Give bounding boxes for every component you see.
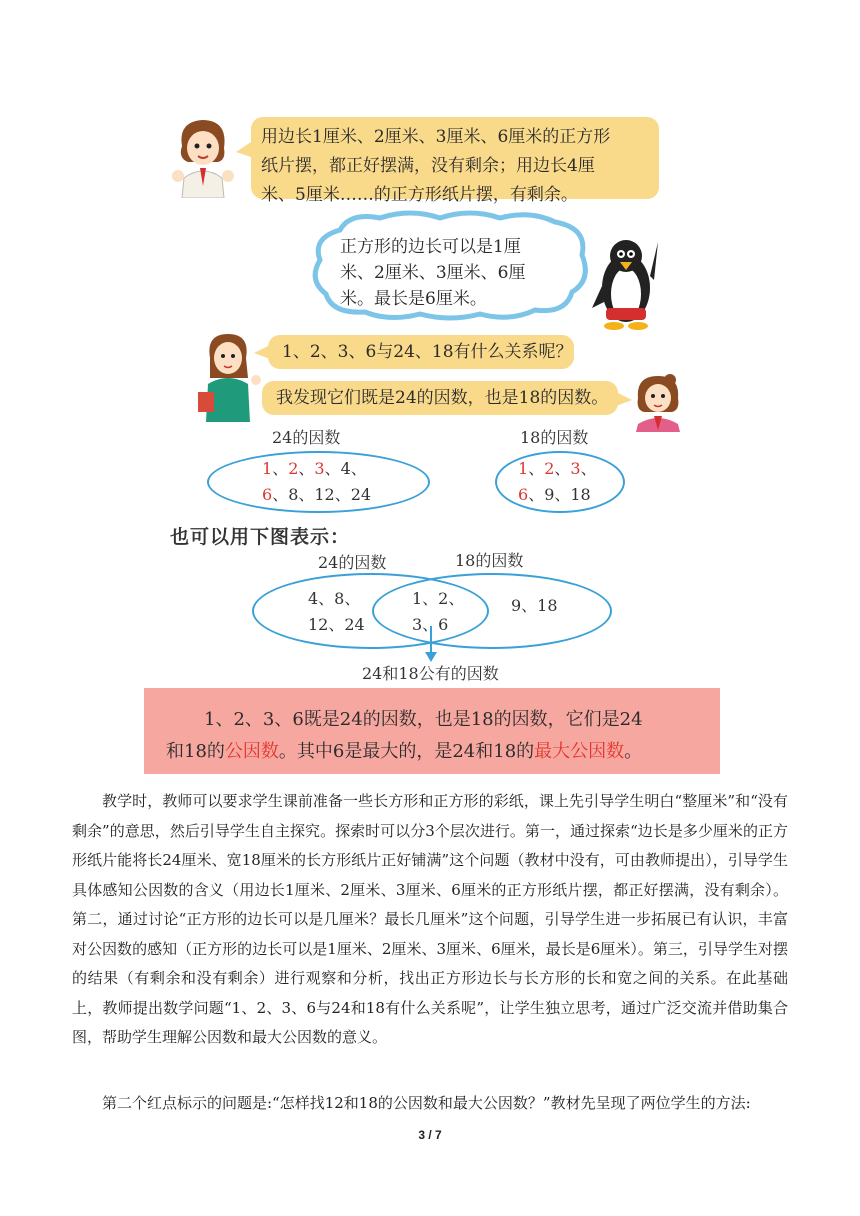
term-gcd: 最大公因数 <box>534 741 625 762</box>
summary-line-2: 和18的公因数。其中6是最大的，是24和18的最大公因数。 <box>166 741 643 762</box>
set-24-row-1: 1、2、3、4、 <box>262 459 367 478</box>
speech-bubble-1 <box>251 117 659 205</box>
venn-center-row-1: 1、2、 <box>412 589 465 608</box>
paragraph-2: 第二个红点标示的问题是:“怎样找12和18的公因数和最大公因数？”教材先呈现了两位学生的方法: <box>102 1094 751 1112</box>
bubble-text: 1、2、3、6与24、18有什么关系呢？ <box>282 342 573 362</box>
speech-bubble-3 <box>268 335 574 369</box>
venn-left-row-1: 4、8、 <box>308 589 361 608</box>
cloud-line: 正方形的边长可以是1厘 <box>340 237 521 257</box>
paragraph-1: 教学时，教师可以要求学生课前准备一些长方形和正方形的彩纸，课上先引导学生明白“整厘米”和“没有剩余”的意思，然后引导学生自主探究。探索时可以分3个层次进行。第一，通过探索“边长是多少厘米的正方形纸片能将长24厘米、宽18厘米的长方形纸片正好铺满”这个问题（教材中没有，可由教师提出），引导学生具体感知公因数的含义（用边长1厘米、2厘米、3厘米、6厘米的正方形纸片摆，都正好摆满，没有剩余）。第二，通过讨论“正方形的边长可以是几厘米？最长几厘米”这个问题，引导学生进一步拓展已有认识，丰富对公因数的感知（正方形的边长可以是1厘米、2厘米、3厘米、6厘米，最长是6厘米）。第三，引导学生对摆的结果（有剩余和没有剩余）进行观察和分析，找出正方形边长与长方形的长和宽之间的关系。在此基础上，教师提出数学问题“1、2、3、6与24和18有什么关系呢”，让学生独立思考，通过广泛交流并借助集合图，帮助学生理解公因数和最大公因数的意义。 <box>72 792 788 1046</box>
down-arrow-icon <box>424 626 438 662</box>
venn-intro-text: 也可以用下图表示： <box>170 526 351 548</box>
set-18-row-2: 6、9、18 <box>518 485 591 504</box>
set-24-values <box>262 456 371 508</box>
set-24-row-2: 6、8、12、24 <box>262 485 372 504</box>
bubble-line: 米、5厘米……的正方形纸片摆，有剩余。 <box>261 185 578 205</box>
bubble-line: 用边长1厘米、2厘米、3厘米、6厘米的正方形 <box>261 127 611 147</box>
speech-bubble-4 <box>262 381 618 415</box>
girl-illustration-1 <box>170 116 236 198</box>
set-24-label: 24的因数 <box>272 428 341 447</box>
cloud-line: 米。最长是6厘米。 <box>340 289 487 309</box>
set-18-values <box>518 456 597 508</box>
summary-box <box>144 688 720 774</box>
bubble-text: 我发现它们既是24的因数，也是18的因数。 <box>276 388 609 408</box>
venn-right-values: 9、18 <box>511 596 558 615</box>
summary-line-1: 1、2、3、6既是24的因数，也是18的因数，它们是24 <box>204 709 643 730</box>
set-18-row-1: 1、2、3、 <box>518 459 597 478</box>
teacher-illustration <box>196 330 262 422</box>
page-number: 3 / 7 <box>418 1128 442 1142</box>
venn-label-18: 18的因数 <box>455 551 524 570</box>
bubble-line: 纸片摆，都正好摆满，没有剩余；用边长4厘 <box>261 156 595 176</box>
cloud-line: 米、2厘米、3厘米、6厘 <box>340 263 526 283</box>
venn-center-row-2: 3、6 <box>412 615 449 634</box>
venn-center-values <box>412 586 464 638</box>
venn-left-row-2: 12、24 <box>308 615 365 634</box>
venn-left-values <box>308 586 365 638</box>
venn-arrow-label: 24和18公有的因数 <box>362 664 499 683</box>
thought-cloud-text <box>340 234 525 312</box>
girl-illustration-2 <box>630 372 686 432</box>
penguin-illustration <box>592 236 660 330</box>
set-18-label: 18的因数 <box>520 428 589 447</box>
bubble-tail-icon <box>254 345 270 359</box>
venn-label-24: 24的因数 <box>318 553 387 572</box>
bubble-tail-icon <box>236 140 254 160</box>
term-common-factor: 公因数 <box>224 741 279 762</box>
venn-ellipse-18 <box>372 573 612 649</box>
